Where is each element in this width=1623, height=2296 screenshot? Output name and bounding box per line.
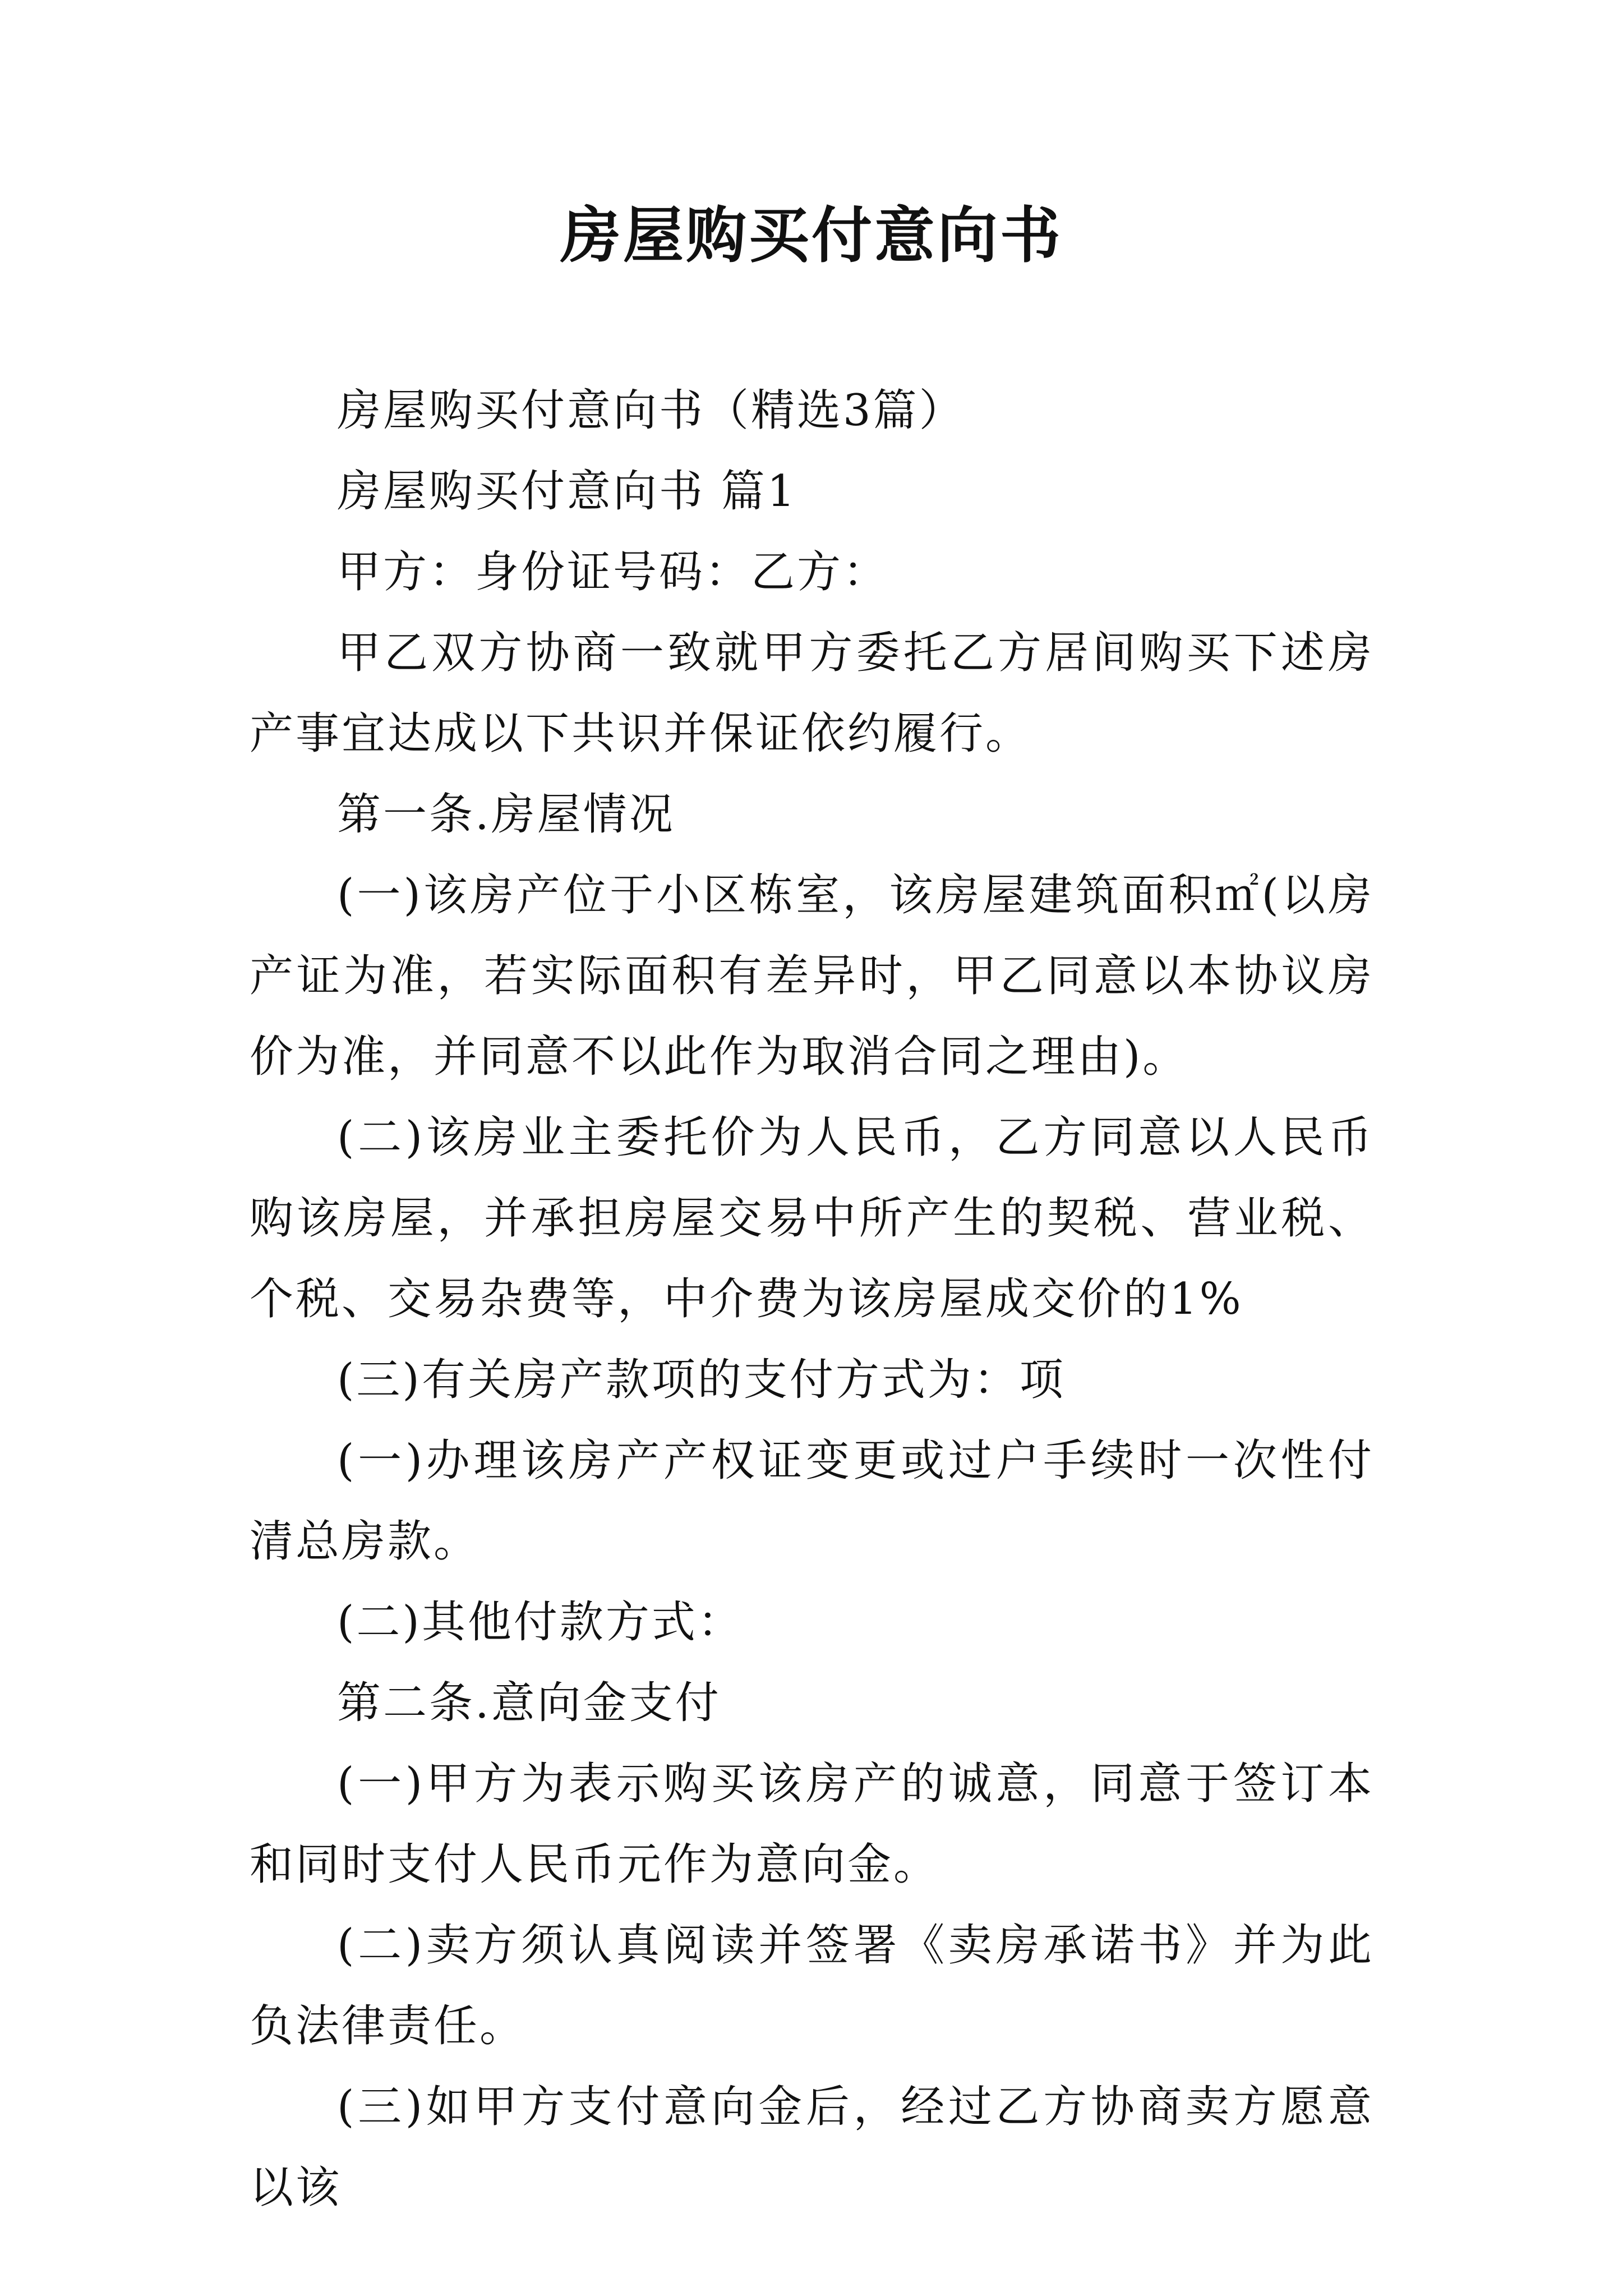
paragraph-article-2-heading: 第二条.意向金支付	[337, 1678, 721, 1728]
paragraph-part-heading: 房屋购买付意向书 篇1	[337, 466, 797, 517]
paragraph-intro: 甲乙双方协商一致就甲方委托乙方居间购买下述房产事宜达成以下共识并保证依约履行。	[250, 628, 1374, 759]
paragraph-article-2-item-2: (二)卖方须认真阅读并签署《卖房承诺书》并为此负法律责任。	[250, 1920, 1374, 2051]
paragraph-subtitle: 房屋购买付意向书（精选3篇）	[337, 385, 965, 436]
paragraph-parties: 甲方：身份证号码：乙方：	[337, 547, 889, 597]
paragraph-article-2-item-3: (三)如甲方支付意向金后，经过乙方协商卖方愿意以该	[250, 2082, 1374, 2213]
document-title: 房屋购买付意向书	[560, 200, 1063, 271]
paragraph-payment-option-1: (一)办理该房产产权证变更或过户手续时一次性付清总房款。	[250, 1435, 1374, 1567]
paragraph-article-1-item-1: (一)该房产位于小区栋室，该房屋建筑面积㎡(以房产证为准，若实际面积有差异时，甲乙同意以本协议房价为准，并同意不以此作为取消合同之理由)。	[250, 870, 1374, 1082]
paragraph-article-1-item-2: (二)该房业主委托价为人民币，乙方同意以人民币购该房屋，并承担房屋交易中所产生的契税、营业税、个税、交易杂费等，中介费为该房屋成交价的1%	[250, 1112, 1374, 1324]
document-body	[250, 370, 1374, 2228]
paragraph-payment-option-2: (二)其他付款方式：	[337, 1597, 744, 1648]
paragraph-article-1-heading: 第一条.房屋情况	[337, 789, 675, 840]
paragraph-article-2-item-1: (一)甲方为表示购买该房产的诚意，同意于签订本和同时支付人民币元作为意向金。	[250, 1759, 1374, 1890]
paragraph-article-1-item-3: (三)有关房产款项的支付方式为：项	[337, 1355, 1066, 1405]
